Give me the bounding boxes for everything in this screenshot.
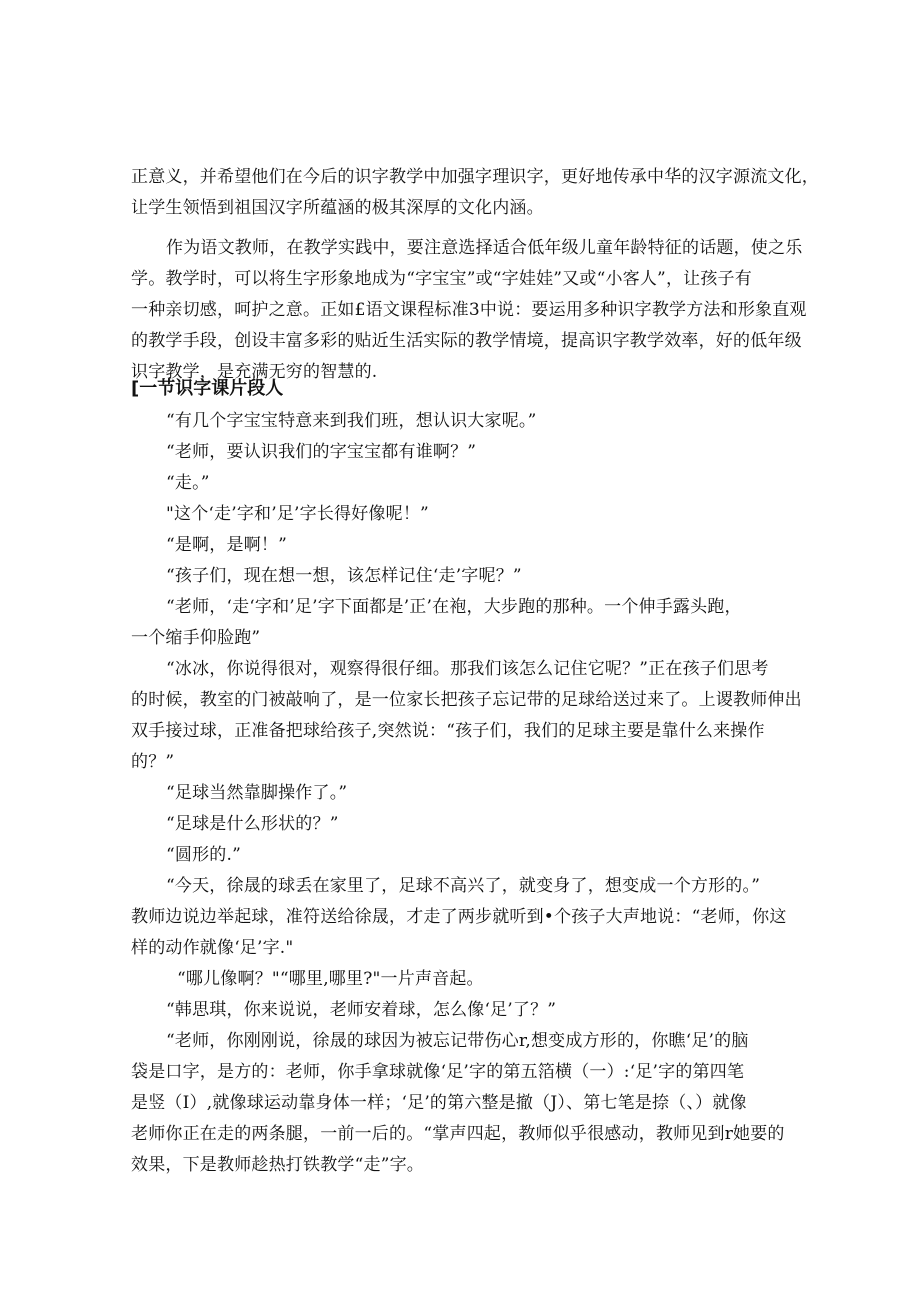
- paragraph-line: 学。教学时，可以将生字形象地成为“字宝宝”或“字娃娃”又或“小客人”，让孩子有: [131, 269, 752, 289]
- dialogue-line: 双手接过球，正准备把球给孩子,突然说：“孩子们，我们的足球主要是靠什么来操作: [131, 721, 765, 741]
- dialogue-line: 的时候，教室的门被敲响了，是一位家长把孩子忘记带的足球给送过来了。上谡教师伸出: [131, 690, 802, 710]
- dialogue-line: “足球是什么形状的？”: [166, 814, 339, 834]
- dialogue-line: "这个‘走’字和’足’字长得好像呢！”: [166, 504, 429, 524]
- paragraph-line: 让学生领悟到祖国汉字所蕴涵的极其深厚的文化内涵。: [131, 198, 544, 218]
- dialogue-line: 一个缩手仰脸跑”: [131, 628, 261, 648]
- dialogue-line: “是啊，是啊！”: [166, 535, 287, 555]
- dialogue-line: “老师，你刚刚说，徐晟的球因为被忘记带伤心r,想变成方形的，你瞧‘足’的脑: [166, 1031, 749, 1051]
- dialogue-line: 的？”: [131, 752, 175, 772]
- dialogue-line: “老师，‘走‘字和’足’字下面都是’正’在袍，大步跑的那种。一个伸手露头跑，: [166, 597, 742, 617]
- paragraph-line: 一种亲切感，呵护之意。正如£语文课程标准3中说：要运用多种识字教学方法和形象直观: [131, 300, 807, 320]
- dialogue-line: 老师你正在走的两条腿，一前一后的。“掌声四起，教师似乎很感动，教师见到r她要的: [131, 1124, 785, 1144]
- paragraph-line: 的教学手段，创设丰富多彩的贴近生活实际的教学情境，提高识字教学效率，好的低年级: [131, 331, 802, 351]
- dialogue-line: “有几个字宝宝特意来到我们班，想认识大家呢。”: [166, 411, 537, 431]
- section-heading: [一节识字课片段人: [131, 378, 284, 399]
- dialogue-line: 是竖（I）,就像球运动靠身体一样；‘足’的第六整是撤（J）、第七笔是捺（、）就像: [131, 1093, 747, 1113]
- dialogue-line: “足球当然靠脚操作了。”: [166, 783, 348, 803]
- dialogue-line: 样的动作就像‘足’字.": [131, 938, 294, 958]
- dialogue-line: 袋是口字，是方的：老师，你手拿球就像‘足’字的第五箔横（一）:‘足’字的第四笔: [131, 1062, 745, 1082]
- paragraph-line: 识字教学，是充满无穷的智慧的.: [131, 362, 378, 382]
- dialogue-line: “韩思琪，你来说说，老师安着球，怎么像‘足’了？”: [166, 1000, 557, 1020]
- dialogue-line: 效果，下是教师趁热打铁教学“走”字。: [131, 1155, 424, 1175]
- dialogue-line: “走。”: [166, 473, 210, 493]
- dialogue-line: “哪儿像啊？"“哪里,哪里?"一片声音起。: [177, 969, 484, 989]
- paragraph-line: 作为语文教师，在教学实践中，要注意选择适合低年级儿童年龄特征的话题，使之乐: [166, 238, 803, 258]
- dialogue-line: “孩子们，现在想一想，该怎样记住‘走’字呢？”: [166, 566, 522, 586]
- paragraph-line: 正意义，并希望他们在今后的识字教学中加强字理识字，更好地传承中华的汉字源流文化，: [131, 167, 819, 187]
- dialogue-line: “今天，徐晟的球丢在家里了，足球不高兴了，就变身了，想变成一个方形的。”: [166, 876, 761, 896]
- dialogue-line: “冰冰，你说得很对，观察得很仔细。那我们该怎么记住它呢？”正在孩子们思考: [166, 659, 769, 679]
- dialogue-line: “圆形的.”: [166, 845, 241, 865]
- dialogue-line: 教师边说边举起球，准符送给徐晟，才走了两步就听到•个孩子大声地说：“老师，你这: [131, 907, 787, 927]
- dialogue-line: “老师，要认识我们的字宝宝都有谁啊？”: [166, 442, 477, 462]
